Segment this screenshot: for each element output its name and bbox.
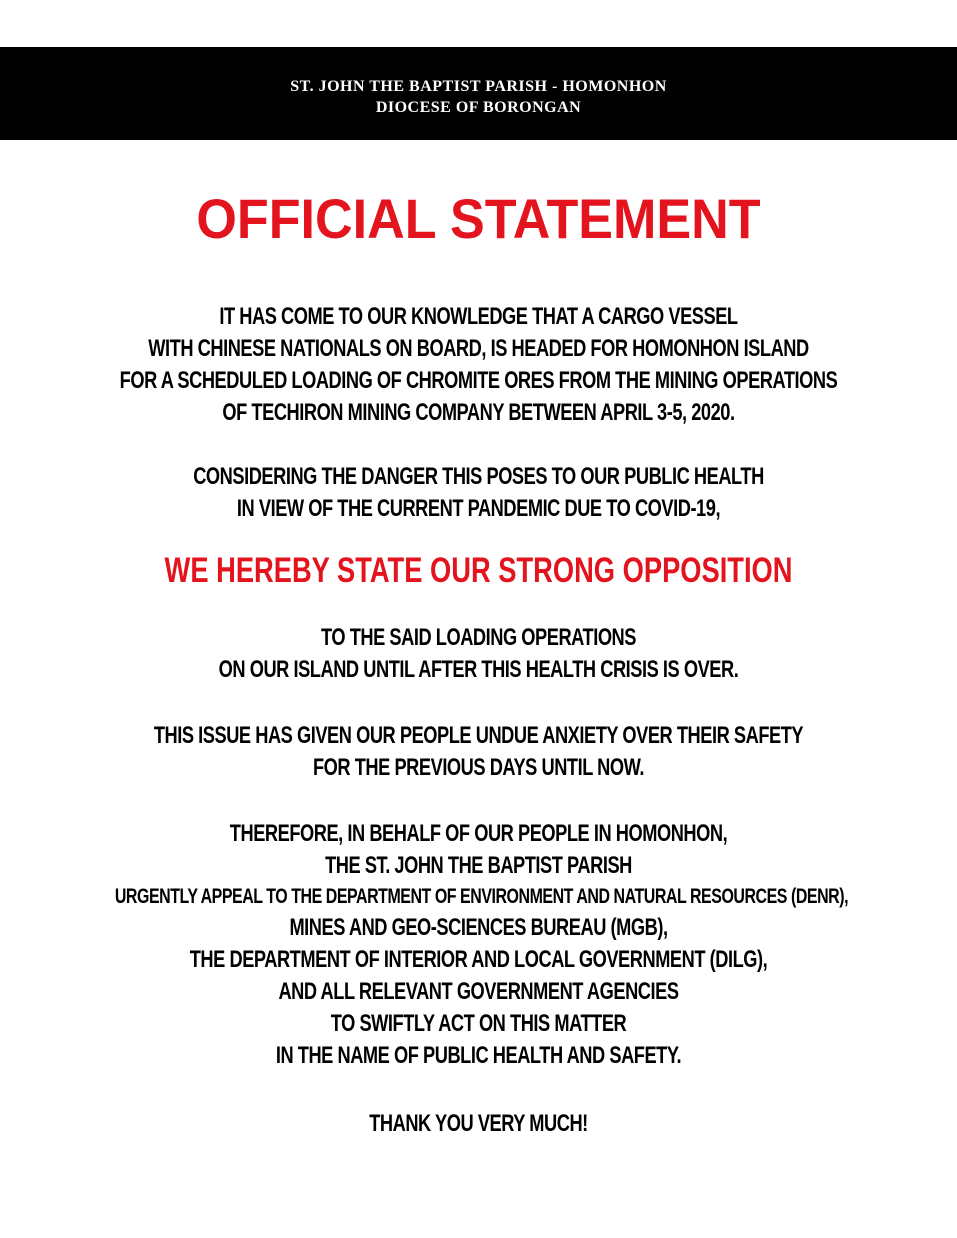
header-bar — [0, 47, 957, 140]
paragraph-knowledge — [0, 301, 957, 429]
paragraph-line: FOR A SCHEDULED LOADING OF CHROMITE ORES FROM THE MINING OPERATIONS — [119, 367, 838, 394]
paragraph-line: THIS ISSUE HAS GIVEN OUR PEOPLE UNDUE ANXIETY OVER THEIR SAFETY — [153, 722, 804, 749]
paragraph-line: THE ST. JOHN THE BAPTIST PARISH — [325, 852, 632, 879]
paragraph-line: AND ALL RELEVANT GOVERNMENT AGENCIES — [278, 978, 679, 1005]
opposition-text: WE HEREBY STATE OUR STRONG OPPOSITION — [164, 551, 793, 590]
paragraph-line: ON OUR ISLAND UNTIL AFTER THIS HEALTH CRISIS IS OVER. — [218, 656, 739, 683]
paragraph-loading — [0, 622, 957, 686]
paragraph-line: TO THE SAID LOADING OPERATIONS — [320, 624, 636, 651]
paragraph-line: IT HAS COME TO OUR KNOWLEDGE THAT A CARGO VESSEL — [219, 303, 738, 330]
paragraph-line: OF TECHIRON MINING COMPANY BETWEEN APRIL 3-5, 2020. — [222, 399, 735, 426]
paragraph-line: FOR THE PREVIOUS DAYS UNTIL NOW. — [312, 754, 645, 781]
paragraph-line: THE DEPARTMENT OF INTERIOR AND LOCAL GOVERNMENT (DILG), — [189, 946, 768, 973]
diocese-name: DIOCESE OF BORONGAN — [375, 99, 582, 116]
paragraph-anxiety — [0, 720, 957, 784]
paragraph-line: TO SWIFTLY ACT ON THIS MATTER — [330, 1010, 627, 1037]
paragraph-danger — [0, 461, 957, 525]
paragraph-line: IN VIEW OF THE CURRENT PANDEMIC DUE TO COVID-19, — [236, 495, 721, 522]
opposition-statement — [0, 550, 957, 592]
paragraph-line: WITH CHINESE NATIONALS ON BOARD, IS HEADED FOR HOMONHON ISLAND — [148, 335, 809, 362]
paragraph-line: THEREFORE, IN BEHALF OF OUR PEOPLE IN HOMONHON, — [229, 820, 728, 847]
paragraph-appeal — [0, 818, 957, 1072]
paragraph-line: MINES AND GEO-SCIENCES BUREAU (MGB), — [289, 914, 668, 941]
parish-name: ST. JOHN THE BAPTIST PARISH - HOMONHON — [290, 78, 667, 95]
closing-thanks — [0, 1108, 957, 1140]
paragraph-line: CONSIDERING THE DANGER THIS POSES TO OUR PUBLIC HEALTH — [193, 463, 764, 490]
statement-title: OFFICIAL STATEMENT — [196, 187, 761, 250]
closing-text: THANK YOU VERY MUCH! — [369, 1110, 588, 1137]
paragraph-line: IN THE NAME OF PUBLIC HEALTH AND SAFETY. — [275, 1042, 682, 1069]
paragraph-line: URGENTLY APPEAL TO THE DEPARTMENT OF ENVIRONMENT AND NATURAL RESOURCES (DENR), — [114, 885, 849, 908]
